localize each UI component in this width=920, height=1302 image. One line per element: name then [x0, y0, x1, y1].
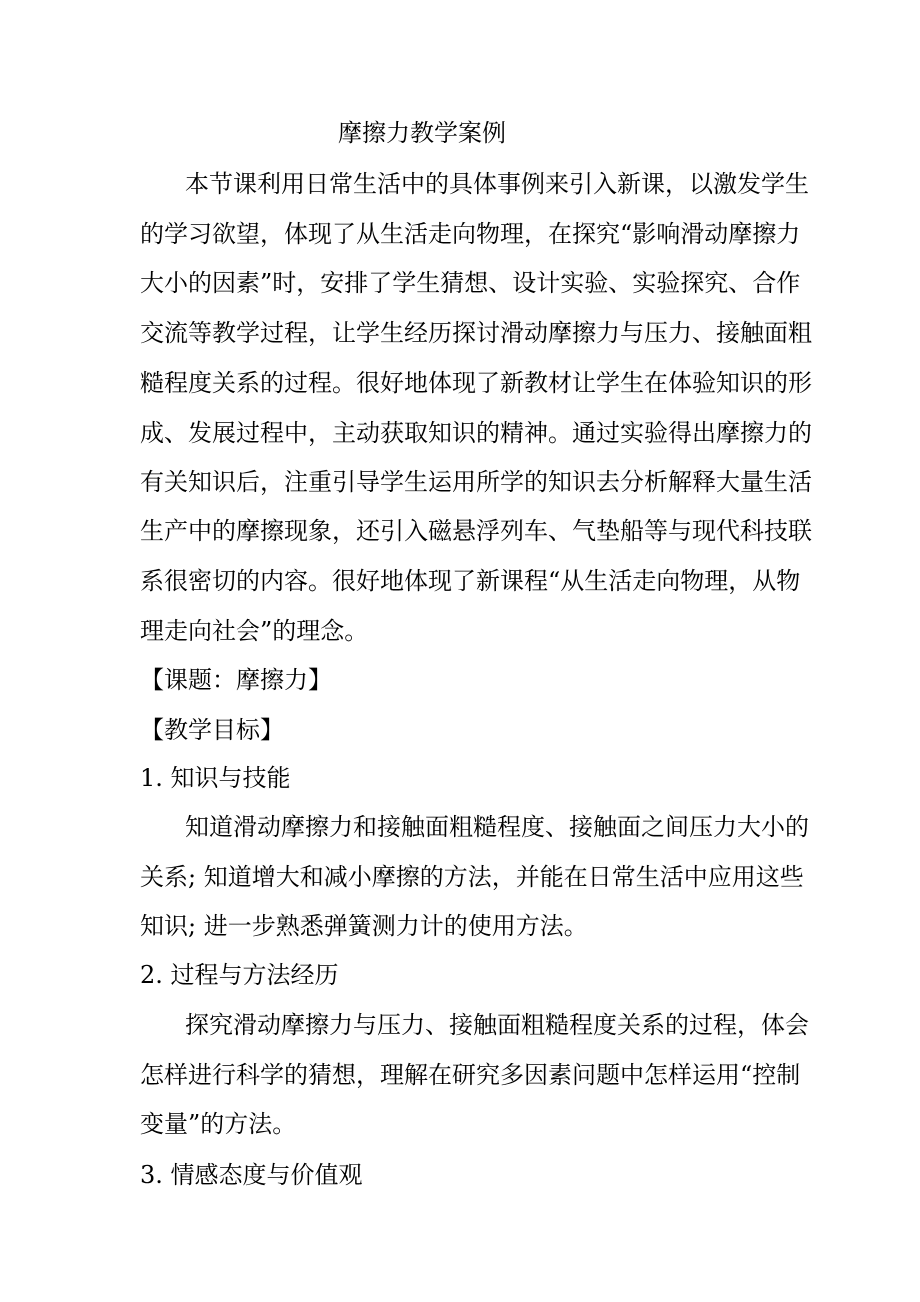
intro-line-7: 有关知识后，注重引导学生运用所学的知识去分析解释大量生活 — [140, 468, 812, 496]
intro-line-3: 大小的因素”时，安排了学生猜想、设计实验、实验探究、合作 — [140, 269, 801, 297]
intro-line-10: 理走向社会”的理念。 — [140, 617, 369, 645]
section1-line-2: 关系; 知道增大和减小摩擦的方法，并能在日常生活中应用这些 — [140, 863, 804, 891]
section2-line-1: 探究滑动摩擦力与压力、接触面粗糙程度关系的过程，体会 — [185, 1011, 809, 1039]
document-title: 摩擦力教学案例 — [338, 119, 506, 147]
objectives-heading: 【教学目标】 — [140, 716, 284, 744]
topic-heading: 【课题：摩擦力】 — [140, 666, 332, 694]
intro-line-2: 的学习欲望，体现了从生活走向物理，在探究“影响滑动摩擦力 — [140, 220, 801, 248]
intro-line-5: 糙程度关系的过程。很好地体现了新教材让学生在体验知识的形 — [140, 369, 812, 397]
section2-line-3: 变量”的方法。 — [140, 1110, 297, 1138]
section2-heading: 2. 过程与方法经历 — [140, 961, 339, 989]
section1-line-3: 知识; 进一步熟悉弹簧测力计的使用方法。 — [140, 912, 588, 940]
section3-heading: 3. 情感态度与价值观 — [140, 1161, 363, 1189]
section1-heading: 1. 知识与技能 — [140, 764, 291, 792]
intro-line-1: 本节课利用日常生活中的具体事例来引入新课，以激发学生 — [185, 170, 809, 198]
section2-line-2: 怎样进行科学的猜想，理解在研究多因素问题中怎样运用“控制 — [140, 1061, 801, 1089]
intro-line-9: 系很密切的内容。很好地体现了新课程“从生活走向物理，从物 — [140, 567, 801, 595]
intro-line-8: 生产中的摩擦现象，还引入磁悬浮列车、气垫船等与现代科技联 — [140, 517, 812, 545]
section1-line-1: 知道滑动摩擦力和接触面粗糙程度、接触面之间压力大小的 — [185, 813, 809, 841]
intro-line-4: 交流等教学过程，让学生经历探讨滑动摩擦力与压力、接触面粗 — [140, 319, 812, 347]
intro-line-6: 成、发展过程中，主动获取知识的精神。通过实验得出摩擦力的 — [140, 419, 812, 447]
